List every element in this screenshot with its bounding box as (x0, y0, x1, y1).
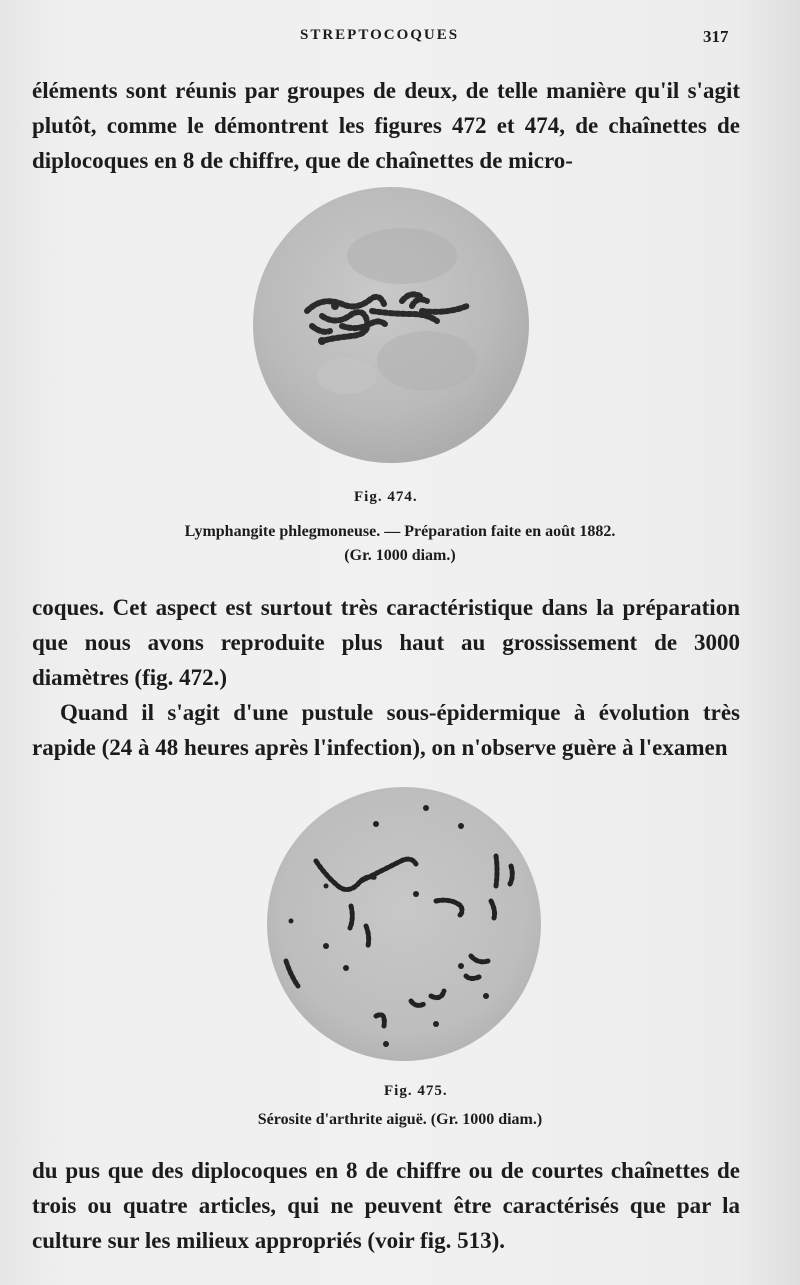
figure-474-caption (100, 520, 700, 568)
page-number: 317 (703, 27, 729, 46)
figure-475-caption (100, 1108, 700, 1132)
figure-475-label: Fig. 475. (384, 1083, 448, 1099)
paragraph-1: éléments sont réunis par groupes de deux, de telle manière qu'il s'agit plutôt, comme le démontrent les figures 472 et 474, de chaînettes de diplocoques en 8 de chiffre, que de chaînettes de micro- (32, 78, 740, 173)
running-title: STREPTOCOQUES (300, 27, 460, 43)
paragraph-2-block (32, 590, 740, 765)
page-header (0, 27, 800, 49)
micrograph-fig-474 (252, 186, 530, 464)
micrograph-fig-475 (266, 786, 542, 1062)
paragraph-2: coques. Cet aspect est surtout très caractéristique dans la préparation que nous avons reproduite plus haut au grossissement de 3000 diamètres (fig. 472.) (32, 595, 740, 690)
figure-474-caption-line-1: Lymphangite phlegmoneuse. — Préparation faite en août 1882. (184, 523, 616, 540)
figure-474-label: Fig. 474. (354, 489, 418, 505)
paragraph-2b: Quand il s'agit d'une pustule sous-épidermique à évolution très rapide (24 à 48 heures après l'infection), on n'observe guère à l'examen (32, 700, 740, 760)
paragraph-3: du pus que des diplocoques en 8 de chiffre ou de courtes chaînettes de trois ou quatre articles, qui ne peuvent être caractérisés que par la culture sur les milieux appropriés (voir fig. 513). (32, 1158, 740, 1253)
figure-475-caption-line-1: Sérosite d'arthrite aiguë. (Gr. 1000 diam.) (257, 1111, 543, 1128)
figure-474-caption-line-2: (Gr. 1000 diam.) (344, 547, 456, 564)
